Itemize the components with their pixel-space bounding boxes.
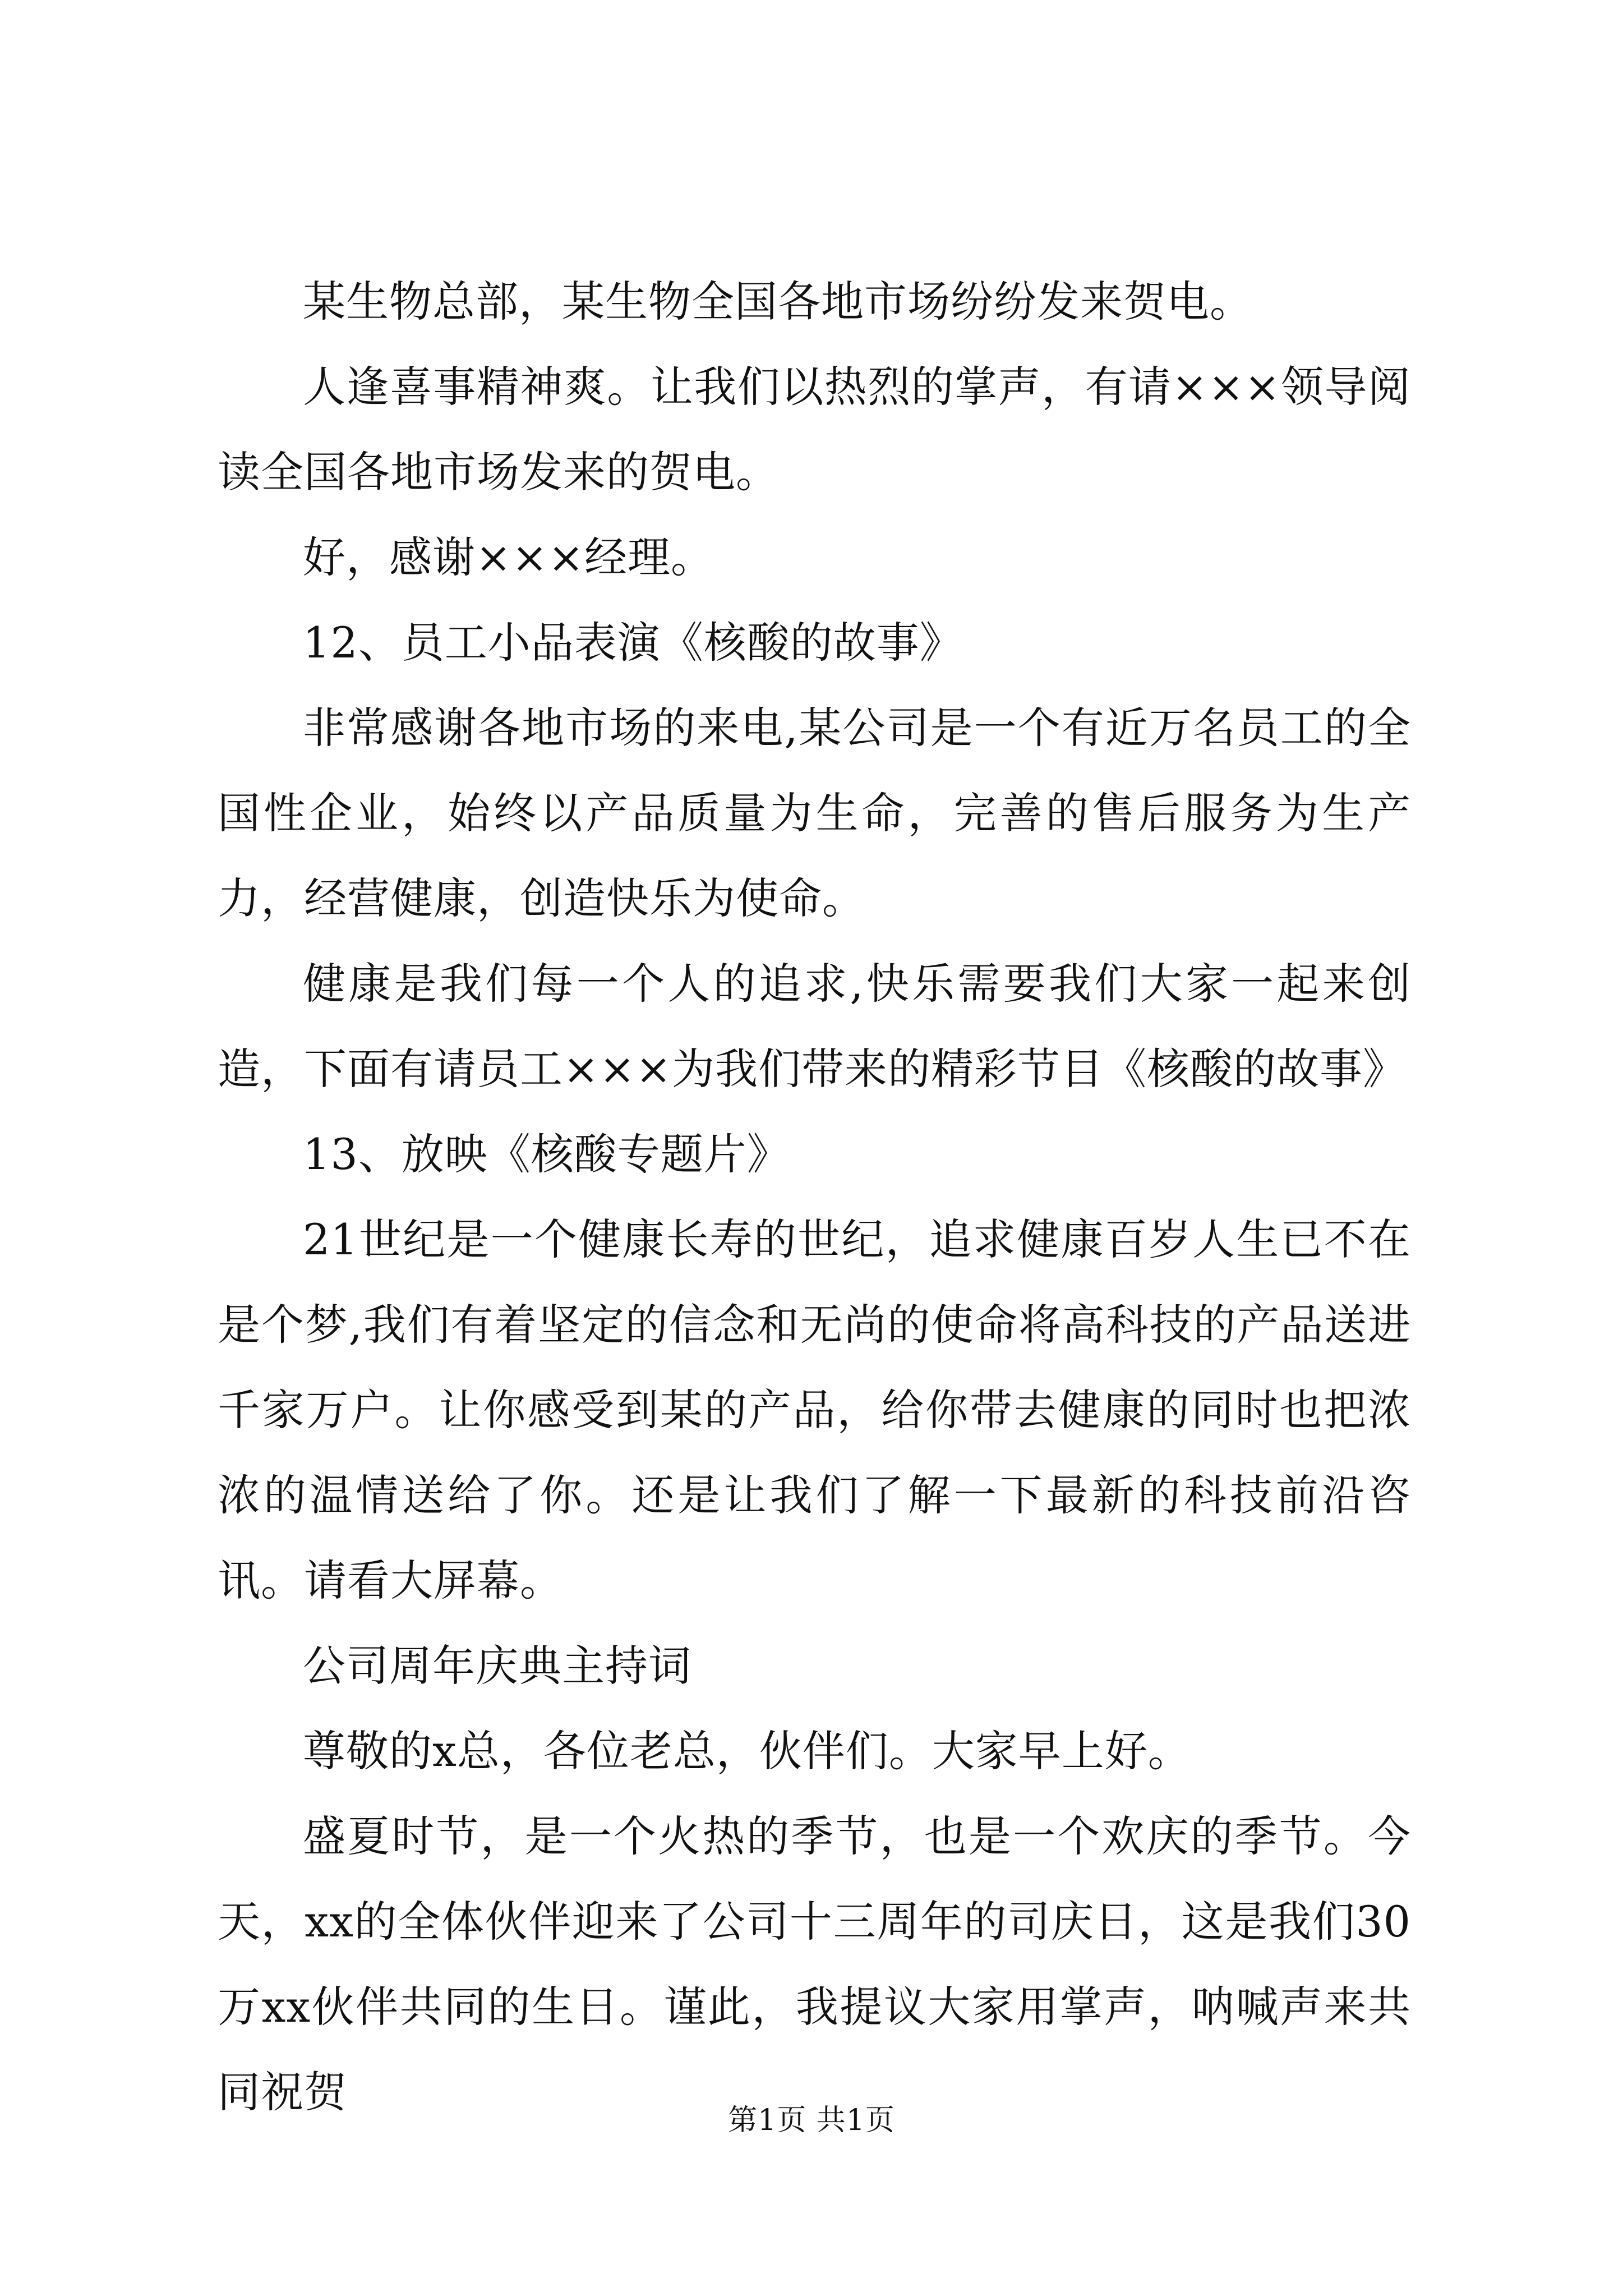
paragraph-4: 12、员工小品表演《核酸的故事》 bbox=[303, 618, 963, 668]
document-body bbox=[218, 259, 1411, 2135]
paragraph-6: 健康是我们每一个人的追求,快乐需要我们大家一起来创造，下面有请员工×××为我们带来的精彩节目《核酸的故事》 bbox=[218, 959, 1411, 1094]
paragraph-1: 某生物总部，某生物全国各地市场纷纷发来贺电。 bbox=[303, 277, 1253, 326]
paragraph-7: 13、放映《核酸专题片》 bbox=[303, 1129, 790, 1179]
paragraph-5: 非常感谢各地市场的来电,某公司是一个有近万名员工的全国性企业，始终以产品质量为生命，完善的售后服务为生产力，经营健康，创造快乐为使命。 bbox=[218, 703, 1411, 923]
paragraph-8: 21世纪是一个健康长寿的世纪，追求健康百岁人生已不在是个梦,我们有着坚定的信念和无尚的使命将高科技的产品送进千家万户。让你感受到某的产品，给你带去健康的同时也把浓浓的温情送给了你。还是让我们了解一下最新的科技前沿咨讯。请看大屏幕。 bbox=[218, 1214, 1411, 1605]
paragraph-11: 盛夏时节，是一个火热的季节，也是一个欢庆的季节。今天，xx的全体伙伴迎来了公司十三周年的司庆日，这是我们30万xx伙伴共同的生日。谨此，我提议大家用掌声，呐喊声来共同祝贺 bbox=[218, 1811, 1411, 2117]
paragraph-9: 公司周年庆典主持词 bbox=[303, 1641, 691, 1691]
paragraph-2: 人逢喜事精神爽。让我们以热烈的掌声，有请×××领导阅读全国各地市场发来的贺电。 bbox=[218, 362, 1411, 497]
paragraph-3: 好，感谢×××经理。 bbox=[303, 532, 714, 582]
page-footer: 第1页 共1页 bbox=[728, 2104, 895, 2137]
paragraph-10: 尊敬的x总，各位老总，伙伴们。大家早上好。 bbox=[303, 1726, 1191, 1776]
